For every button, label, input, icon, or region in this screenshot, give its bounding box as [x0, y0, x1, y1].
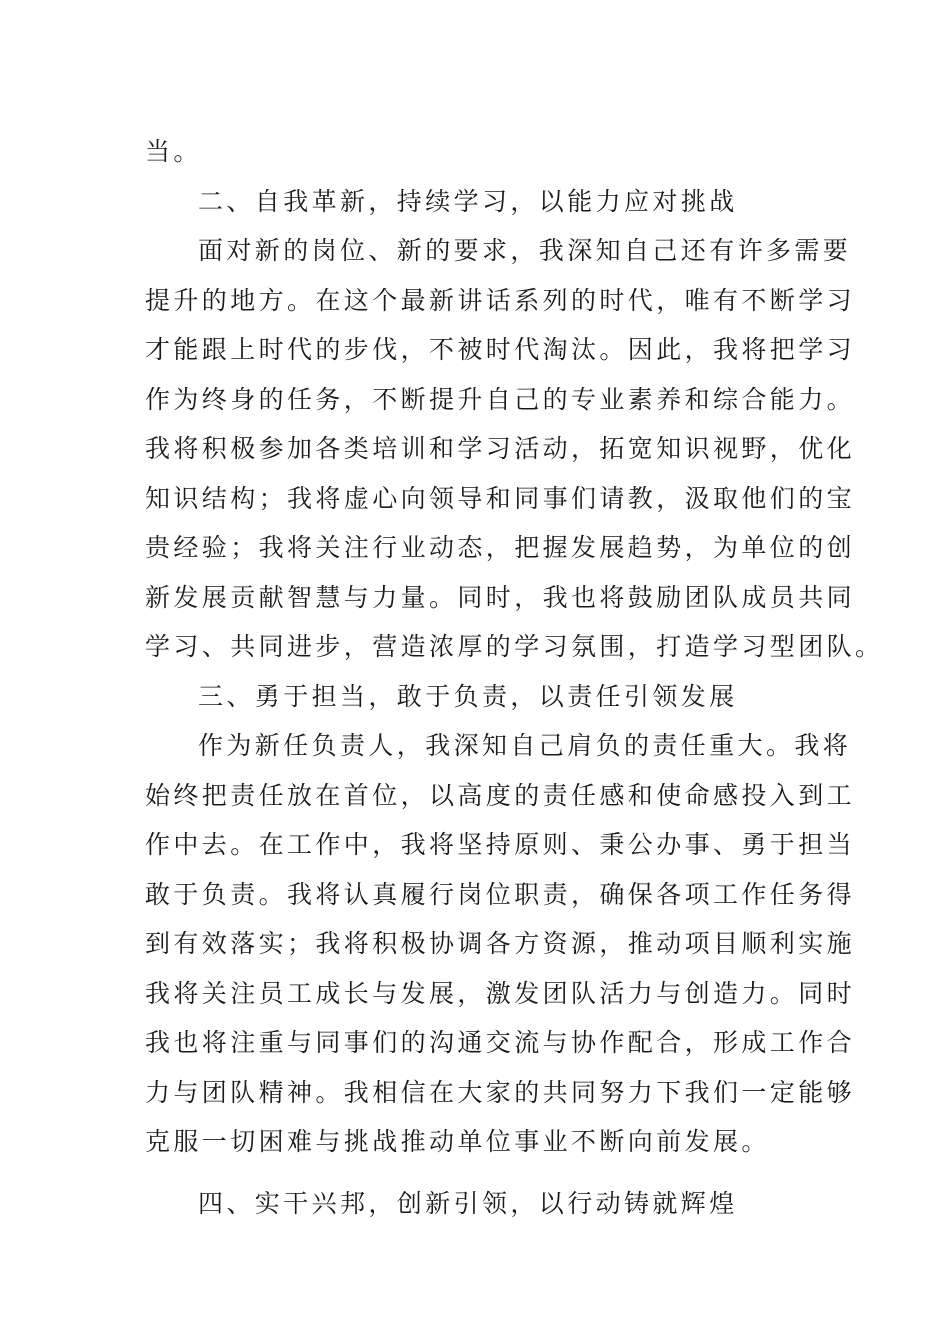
paragraph-line: 始终把责任放在首位，以高度的责任感和使命感投入到工 — [145, 780, 856, 810]
paragraph-line: 作中去。在工作中，我将坚持原则、秉公办事、勇于担当 — [145, 830, 856, 859]
paragraph-line: 作为新任负责人，我深知自己肩负的责任重大。我将 — [198, 731, 852, 760]
paragraph-line: 我将关注员工成长与发展，激发团队活力与创造力。同时 — [145, 978, 856, 1008]
paragraph-line: 作为终身的任务，不断提升自己的专业素养和综合能力。 — [145, 384, 856, 414]
paragraph-line: 我也将注重与同事们的沟通交流与协作配合，形成工作合 — [145, 1028, 856, 1057]
paragraph-line: 才能跟上时代的步伐，不被时代淘汰。因此，我将把学习 — [145, 335, 856, 364]
section-heading-4: 四、实干兴邦，创新引领，以行动铸就辉煌 — [198, 1188, 738, 1218]
paragraph-line: 学习、共同进步，营造浓厚的学习氛围，打造学习型团队。 — [145, 632, 884, 661]
paragraph-line: 提升的地方。在这个最新讲话系列的时代，唯有不断学习 — [145, 285, 856, 315]
paragraph-line: 力与团队精神。我相信在大家的共同努力下我们一定能够 — [145, 1077, 856, 1107]
paragraph-line: 我将积极参加各类培训和学习活动，拓宽知识视野，优化 — [145, 434, 856, 463]
paragraph-line: 克服一切困难与挑战推动单位事业不断向前发展。 — [145, 1127, 770, 1156]
paragraph-line: 新发展贡献智慧与力量。同时，我也将鼓励团队成员共同 — [145, 582, 856, 612]
paragraph-line: 当。 — [145, 137, 202, 166]
section-heading-3: 三、勇于担当，敢于负责，以责任引领发展 — [198, 681, 738, 711]
paragraph-line: 面对新的岗位、新的要求，我深知自己还有许多需要 — [198, 236, 852, 265]
document-page — [145, 127, 884, 1228]
paragraph-line: 贵经验；我将关注行业动态，把握发展趋势，为单位的创 — [145, 533, 856, 562]
paragraph-line: 敢于负责。我将认真履行岗位职责，确保各项工作任务得 — [145, 879, 856, 909]
section-heading-2: 二、自我革新，持续学习，以能力应对挑战 — [198, 186, 738, 216]
paragraph-line: 到有效落实；我将积极协调各方资源，推动项目顺利实施 — [145, 929, 856, 958]
paragraph-line: 知识结构；我将虚心向领导和同事们请教，汲取他们的宝 — [145, 483, 856, 513]
